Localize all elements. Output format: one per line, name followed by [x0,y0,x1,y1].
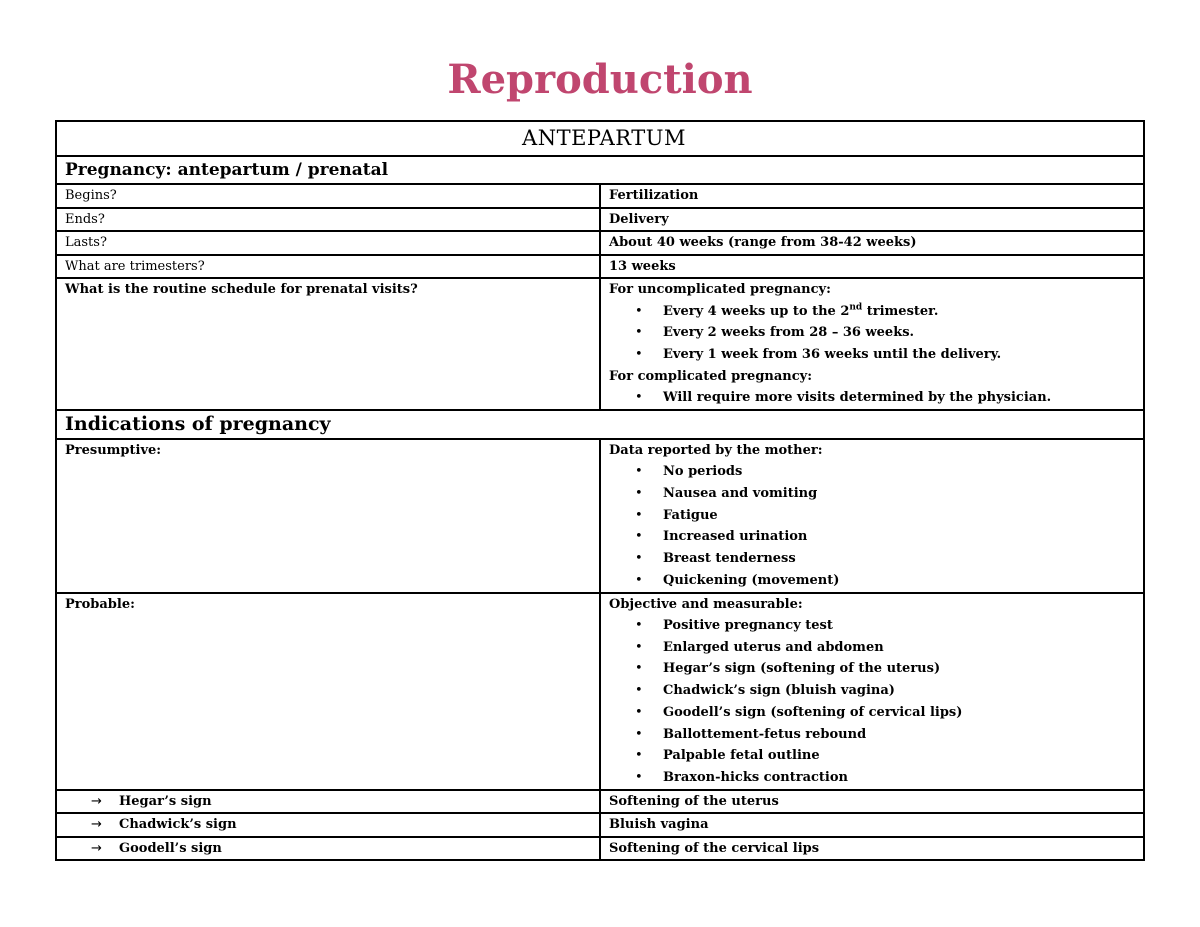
table-row [56,184,1144,208]
bullet-dot-icon: • [635,325,643,341]
sign-label: → Goodell’s sign [56,837,600,861]
sign-value: Softening of the uterus [600,790,1144,814]
table-row [56,278,1144,410]
antepartum-table [55,120,1145,861]
row-value: Delivery [600,208,1144,232]
table-row [56,121,1144,156]
list-item: • Breast tenderness [609,548,1143,570]
right-arrow-icon: → [91,840,102,856]
list-item: • Nausea and vomiting [609,483,1143,505]
row-label: Lasts? [56,231,600,255]
presumptive-label: Presumptive: [56,439,600,593]
sign-label: → Chadwick’s sign [56,813,600,837]
row-label: What are trimesters? [56,255,600,279]
uncomplicated-heading: For uncomplicated pregnancy: [609,282,831,297]
list-item: • Chadwick’s sign (bluish vagina) [609,680,1143,702]
sign-value: Bluish vagina [600,813,1144,837]
presumptive-heading: Data reported by the mother: [609,442,823,458]
bullet-dot-icon: • [635,507,643,523]
table-row [56,208,1144,232]
bullet-dot-icon: • [635,346,643,362]
probable-value [600,593,1144,790]
list-item: • Quickening (movement) [609,570,1143,592]
table-row [56,255,1144,279]
list-item: • Enlarged uterus and abdomen [609,637,1143,659]
complicated-heading: For complicated pregnancy: [609,368,812,384]
bullet-dot-icon: • [635,529,643,545]
probable-label: Probable: [56,593,600,790]
uncomplicated-list [609,301,1143,366]
row-value: About 40 weeks (range from 38-42 weeks) [600,231,1144,255]
section-heading-indications: Indications of pregnancy [56,410,1144,439]
table-row [56,813,1144,837]
section-heading-pregnancy: Pregnancy: antepartum / prenatal [56,156,1144,184]
list-item: • Ballottement-fetus rebound [609,724,1143,746]
table-row [56,156,1144,184]
bullet-dot-icon: • [635,661,643,677]
bullet-dot-icon: • [635,464,643,480]
list-item: • Increased urination [609,526,1143,548]
table-row [56,593,1144,790]
schedule-label: What is the routine schedule for prenatal visits? [56,278,600,410]
list-item: • Will require more visits determined by the physician. [609,387,1143,409]
probable-heading: Objective and measurable: [609,596,803,612]
bullet-dot-icon: • [635,704,643,720]
list-item: • Positive pregnancy test [609,615,1143,637]
list-item: • Palpable fetal outline [609,745,1143,767]
bullet-dot-icon: • [635,769,643,785]
list-item: • Hegar’s sign (softening of the uterus) [609,658,1143,680]
list-item: • Goodell’s sign (softening of cervical lips) [609,702,1143,724]
right-arrow-icon: → [91,817,102,833]
bullet-dot-icon: • [635,618,643,634]
sign-label: → Hegar’s sign [56,790,600,814]
list-item: • Every 4 weeks up to the 2nd trimester. [609,301,1143,323]
bullet-dot-icon: • [635,726,643,742]
presumptive-list [609,461,1143,591]
list-item: • Fatigue [609,505,1143,527]
presumptive-value [600,439,1144,593]
row-label: Ends? [56,208,600,232]
row-value: 13 weeks [600,255,1144,279]
bullet-dot-icon: • [635,639,643,655]
right-arrow-icon: → [91,793,102,809]
row-value: Fertilization [600,184,1144,208]
table-banner: ANTEPARTUM [56,121,1144,156]
page-title: Reproduction [447,56,753,103]
complicated-list [609,387,1143,409]
bullet-dot-icon: • [635,551,643,567]
list-item: • No periods [609,461,1143,483]
bullet-dot-icon: • [635,748,643,764]
bullet-dot-icon: • [635,572,643,588]
probable-list [609,615,1143,789]
table-row [56,790,1144,814]
bullet-dot-icon: • [635,390,643,406]
bullet-dot-icon: • [635,683,643,699]
table-row [56,410,1144,439]
list-item: • Every 2 weeks from 28 – 36 weeks. [609,322,1143,344]
table-row [56,231,1144,255]
table-row [56,439,1144,593]
bullet-dot-icon: • [635,303,643,319]
row-label: Begins? [56,184,600,208]
sign-value: Softening of the cervical lips [600,837,1144,861]
table-row [56,837,1144,861]
list-item: • Every 1 week from 36 weeks until the delivery. [609,344,1143,366]
schedule-value [600,278,1144,410]
bullet-dot-icon: • [635,486,643,502]
list-item: • Braxon-hicks contraction [609,767,1143,789]
